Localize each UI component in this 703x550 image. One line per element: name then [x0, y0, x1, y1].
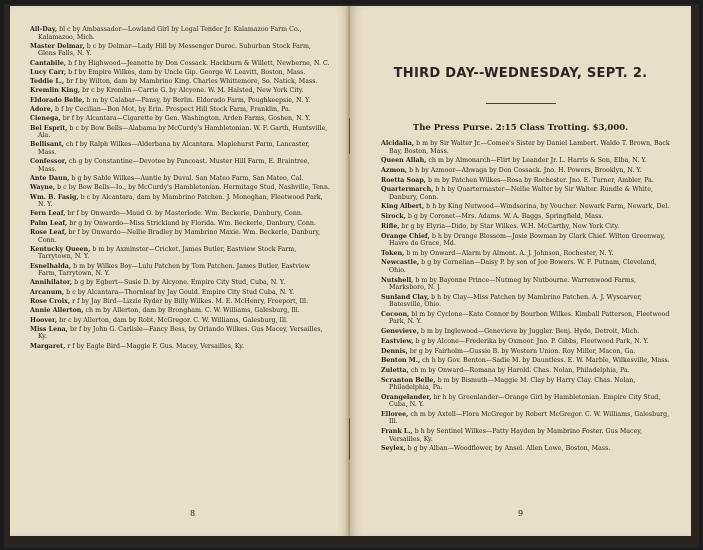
entry-item: [30, 220, 330, 228]
entry-item: [30, 194, 330, 209]
horse-name: Azmon,: [381, 166, 408, 174]
horse-name: Rifle,: [381, 222, 400, 230]
entry-details: b m by Bismuth—Maggie M. Clay by Harry Clay. Chas. Nolan, Philadelphia, Pa.: [389, 376, 636, 392]
entry-item: [381, 140, 673, 155]
entry-item: [381, 177, 673, 185]
entry-item: [381, 157, 673, 165]
horse-name: Kremlin King,: [30, 87, 81, 95]
entry-item: [381, 294, 673, 309]
entry-item: [30, 175, 330, 183]
horse-name: Genevieve,: [381, 328, 419, 336]
entry-details: b c by Alcantara—Thornleaf by Jay Gould. Empire City Stud Cuba, N. Y.: [66, 288, 295, 296]
entry-item: [30, 87, 330, 95]
horse-name: Adore,: [30, 106, 54, 114]
page-number: 8: [190, 509, 196, 518]
entry-item: [381, 348, 673, 356]
horse-name: Annihilator,: [30, 279, 73, 287]
entry-details: b h by Orange Blossom—Josie Bowman by Clark Chief. Wilton Greenway, Havre de Grace, Md.: [389, 232, 666, 247]
horse-name: Alcidalia,: [381, 140, 415, 147]
entry-item: [30, 97, 330, 105]
entry-details: ch m by Allerton, dam by Brongham. C. W. Williams, Galesburg, Ill.: [85, 307, 300, 315]
horse-name: Teddie L.,: [30, 78, 65, 86]
horse-name: Eastview,: [381, 337, 414, 345]
horse-name: Confessor,: [30, 158, 67, 166]
entry-details: b h by Quartermaster—Nellie Walter by Sir Walter. Rundle & White, Danbury, Conn.: [389, 186, 654, 201]
entry-item: [381, 186, 673, 201]
entry-item: [30, 115, 330, 123]
entry-item: [30, 78, 330, 86]
entry-details: b g by Egbert—Susie D. by Alcyone. Empire City Stud, Cuba, N. Y.: [74, 279, 286, 287]
horse-name: Sirock,: [381, 213, 406, 221]
entry-details: b c by Bow Bells—Io., by McCurdy's Hambletonian. Hermitage Stud, Nashville, Tenn.: [57, 184, 330, 192]
horse-name: Nutshell,: [381, 276, 414, 284]
entry-item: [381, 367, 673, 375]
entry-item: [381, 328, 673, 336]
entry-item: [30, 106, 330, 114]
entry-details: b f by Cecilian—Bon Mot, by Erin. Prospect Hill Stock Farm, Franklin, Pa.: [55, 106, 291, 114]
entry-details: ch g by Constantine—Devotee by Pancoast. Muster Hill Farm, E. Braintree, Mass.: [38, 158, 310, 173]
entry-item: [30, 263, 330, 278]
entry-details: b c by Delmar—Lady Hill by Messenger Duroc. Suburban Stock Farm, Glens Falls, N. Y.: [38, 42, 311, 58]
horse-name: Annie Allerton,: [30, 307, 84, 315]
race-heading: The Press Purse. 2:15 Class Trotting. $3,000.: [412, 123, 629, 133]
entry-details: ch f by Ralph Wilkes—Alderbana by Alcantara. Maplehurst Farm, Lancaster, Mass.: [38, 141, 310, 156]
horse-name: Master Delmar,: [30, 42, 85, 50]
entry-item: [381, 223, 673, 231]
horse-name: Newcastle,: [381, 259, 420, 267]
entry-item: [30, 43, 330, 58]
entry-details: b m by Patchen Wilkes—Rosa by Rochester. Jno. E. Turner, Ambler, Pa.: [427, 176, 654, 184]
entry-item: [30, 279, 330, 287]
horse-name: Ante Daun,: [30, 175, 70, 183]
horse-name: Cantabile,: [30, 59, 67, 67]
entry-item: [381, 259, 673, 274]
horse-name: Margaret,: [30, 342, 66, 350]
horse-name: Benton M.,: [381, 357, 421, 365]
entry-details: r f by Jay Bird—Lizzie Ryder by Billy Wilkes. M. E. McHenry, Freeport, Ill.: [72, 298, 309, 306]
right-page: [350, 6, 691, 536]
horse-name: Bellisant,: [30, 141, 64, 149]
entry-item: [381, 213, 673, 221]
entry-details: b f by Empire Wilkes, dam by Uncle Gip. George W. Leavitt, Boston, Mass.: [68, 68, 306, 76]
entry-details: br f by Wilton, dam by Mambrino King. Charles Whittemore, So. Natick, Mass.: [66, 78, 318, 86]
entry-details: b m by Bayonne Prince—Nutmeg by Nutbourne. Warrenwood Farms, Marksboro, N. J.: [389, 276, 636, 292]
entry-item: [381, 250, 673, 258]
entry-item: [30, 289, 330, 297]
entry-item: [30, 229, 330, 244]
entry-details: b m by Axminster—Cricket. James Butler, Eastview Stock Farm, Tarrytown, N. Y.: [38, 245, 297, 261]
horse-name: Sunland Clay,: [381, 293, 430, 301]
entry-details: br c by Kremlin—Carrie G. by Alcyone. W. M. Halsted, New York City.: [82, 87, 304, 95]
entry-item: [30, 184, 330, 192]
entry-details: br f by Onwardo—Maud O. by Masterlode. Wm. Beckerle, Danbury, Conn.: [67, 210, 303, 218]
entry-item: [30, 326, 330, 341]
entry-details: b g by Sable Wilkes—Auntie by Duval. San Mateo Farm, San Mateo, Cal.: [71, 175, 304, 183]
entry-item: [30, 298, 330, 306]
entry-item: [30, 246, 330, 261]
entry-details: br g by Elyria—Dido, by Star Wilkes. W.H. McCarthy, New York City.: [401, 222, 620, 230]
entry-details: bl c by Ambassador—Lowland Girl by Legal Tender Jr. Kalamazoo Farm Co., Kalamazoo, Mich.: [38, 26, 302, 41]
entry-item: [381, 167, 673, 175]
entry-item: [30, 26, 330, 41]
entry-details: b m by Onward—Alarm by Almont. A. J. Johnson, Rochester, N. Y.: [406, 249, 614, 257]
entry-item: [30, 141, 330, 156]
entry-item: [30, 307, 330, 315]
entry-item: [30, 343, 330, 351]
entry-item: [30, 60, 330, 68]
entry-details: b h by Azmoor—Ahwaga by Don Cossack. Jno. H. Powers, Brooklyn, N. Y.: [409, 166, 642, 174]
entry-details: br c by Allerton, dam by Robt. McGregor. C. W. Williams, Galesburg, Ill.: [59, 316, 289, 324]
day-heading: THIRD DAY--WEDNESDAY, SEPT. 2.: [393, 66, 648, 81]
horse-name: Esnelhalda,: [30, 262, 72, 270]
horse-name: Seylex,: [381, 445, 406, 453]
horse-name: Miss Lena,: [30, 325, 68, 333]
horse-name: Rose Croix,: [30, 298, 71, 306]
horse-name: Zuletta,: [381, 366, 409, 374]
entry-item: [30, 69, 330, 77]
entry-item: [381, 311, 673, 326]
entry-details: b h by Sentinel Wilkes—Patty Hayden by Mambrino Foster. Gus Macey, Versailles, Ky.: [389, 428, 643, 443]
entry-details: br h by Greenlander—Orange Girl by Hambletonian. Empire City Stud, Cuba, N. Y.: [389, 393, 661, 409]
horse-name: Cienega,: [30, 115, 61, 123]
entry-details: ch m by Almonarch—Flirt by Leander Jr. L. Harris & Son, Elba, N. Y.: [428, 157, 647, 165]
entry-details: bl m by Cyclone—Kate Connor by Bourbon Wilkes. Kimball Patterson, Fleetwood Park, N. Y.: [389, 310, 670, 326]
horse-name: Cocoon,: [381, 310, 410, 318]
horse-name: Dennis,: [381, 347, 408, 355]
entry-details: b g by Alban—Woodflower, by Ansel. Allen Lowe, Boston, Mass.: [407, 445, 611, 453]
horse-name: Fern Leaf,: [30, 210, 66, 218]
horse-name: Palm Leaf,: [30, 219, 68, 227]
entry-details: b h by Clay—Miss Patchen by Mambrino Patchen. A. J. Wyscarver, Batesville, Ohio.: [389, 293, 642, 309]
horse-name: Eldorado Belle,: [30, 96, 85, 104]
horse-name: Arcanum,: [30, 288, 65, 296]
entry-item: [381, 394, 673, 409]
entry-details: ch m by Axtell—Flora McGregor by Robert McGregor. C. W. Williams, Galesburg, Ill.: [389, 410, 670, 426]
entry-item: [381, 411, 673, 426]
entry-item: [30, 317, 330, 325]
entry-details: r f by Eagle Bird—Maggie F. Gus. Macey, Versailles, Ky.: [67, 342, 244, 350]
entry-details: b c by Alcantara, dam by Mambrino Patchen. J. Monoghan, Fleetwood Park, N. Y.: [38, 193, 323, 209]
entry-item: [381, 338, 673, 346]
horse-name: Wayne,: [30, 184, 56, 192]
left-page: [10, 6, 349, 536]
entry-details: br f by Alcantara—Cigarette by Gen. Washington. Arden Farms, Goshen, N. Y.: [62, 115, 311, 123]
entry-details: br f by Onwardo—Nellie Bradley by Mambrino Maxie. Wm. Beckerle, Danbury, Conn.: [38, 229, 321, 244]
entry-item: [381, 203, 673, 211]
entry-details: br g by Fairholm—Gussie B. by Western Union. Roy Miller, Macon, Ga.: [409, 347, 636, 355]
horse-name: Wm. B. Fasig,: [30, 193, 79, 201]
entry-item: [30, 158, 330, 173]
entry-list: [381, 140, 673, 455]
entry-details: b g by Cornelian—Daisy P. by son of Joe Bowers. W. F. Putnam, Cleveland, Ohio.: [389, 259, 657, 274]
horse-name: Frank L.,: [381, 428, 413, 436]
entry-details: b h by King Nutwood—Windsorina, by Voucher. Newark Farm, Newark, Del.: [426, 203, 670, 211]
entry-details: ch m by Onward—Romana by Harold. Chas. Nolan, Philadelphia, Pa.: [410, 366, 630, 374]
entry-details: b g by Coronet—Mrs. Adams. W. A. Baggs, Springfield, Mass.: [407, 213, 604, 221]
entry-item: [381, 277, 673, 292]
horse-name: Rose Leaf,: [30, 229, 67, 237]
page-number: 9: [518, 509, 524, 518]
divider: [486, 103, 556, 104]
entry-item: [381, 377, 673, 392]
entry-details: b g by Alcone—Frederika by Oxmoor. Jno. P. Gibbs, Fleetwood Park, N. Y.: [415, 337, 649, 345]
entry-details: b m by Inglewood—Genevieve by Juggler. Benj. Hyde, Detroit, Mich.: [420, 328, 640, 336]
horse-name: Elloree,: [381, 410, 409, 418]
entry-details: br g by Onwardo—Miss Strickland by Florida. Wm. Beckerle, Danbury, Conn.: [69, 219, 316, 227]
horse-name: Kentucky Queen,: [30, 245, 91, 253]
horse-name: All-Day,: [30, 26, 58, 33]
entry-item: [30, 125, 330, 140]
entry-details: b m by Wilkes Boy—Lulu Patchen by Tom Patchen. James Butler, Eastview Farm, Tarrytown, N. Y.: [38, 262, 310, 278]
horse-name: Scranton Belle,: [381, 376, 436, 384]
entry-details: ch h by Gov. Benton—Sadie M. by Dauntless. E. W. Marble, Wilkesville, Mass.: [422, 357, 670, 365]
entry-item: [381, 445, 673, 453]
entry-details: b c by Bow Bells—Alabama by McCurdy's Hambletonian. W. F. Garth, Huntsville, Ala.: [38, 124, 328, 140]
horse-name: Orange Chief,: [381, 232, 430, 240]
entry-item: [381, 357, 673, 365]
entry-details: b f by Highwood—Jeanette by Don Cossack. Hackburn & Willett, Newberne, N. C.: [68, 59, 330, 67]
entry-details: b m by Calabar—Pansy, by Berlin. Eldorado Farm, Poughkeepsie, N. Y.: [86, 96, 311, 104]
entry-list: [30, 26, 330, 352]
entry-item: [381, 233, 673, 248]
horse-name: Token,: [381, 249, 405, 257]
horse-name: King Albert,: [381, 203, 425, 211]
horse-name: Queen Allah,: [381, 157, 427, 165]
entry-item: [30, 210, 330, 218]
horse-name: Bel Esprit,: [30, 124, 68, 132]
entry-item: [381, 428, 673, 443]
horse-name: Lucy Carr,: [30, 68, 67, 76]
horse-name: Quartermarch,: [381, 186, 434, 194]
horse-name: Orangelander,: [381, 393, 432, 401]
horse-name: Hoover,: [30, 316, 58, 324]
entry-details: br f by John G. Carlisle—Fancy Bess, by Orlando Wilkes. Gus Macey, Versailles, Ky.: [38, 325, 323, 341]
entry-details: b m by Sir Walter Jr.—Comee's Sister by Daniel Lambert. Waldo T. Brown, Back Bay, Boston, Mass.: [389, 140, 670, 155]
horse-name: Roetta Soap,: [381, 176, 426, 184]
